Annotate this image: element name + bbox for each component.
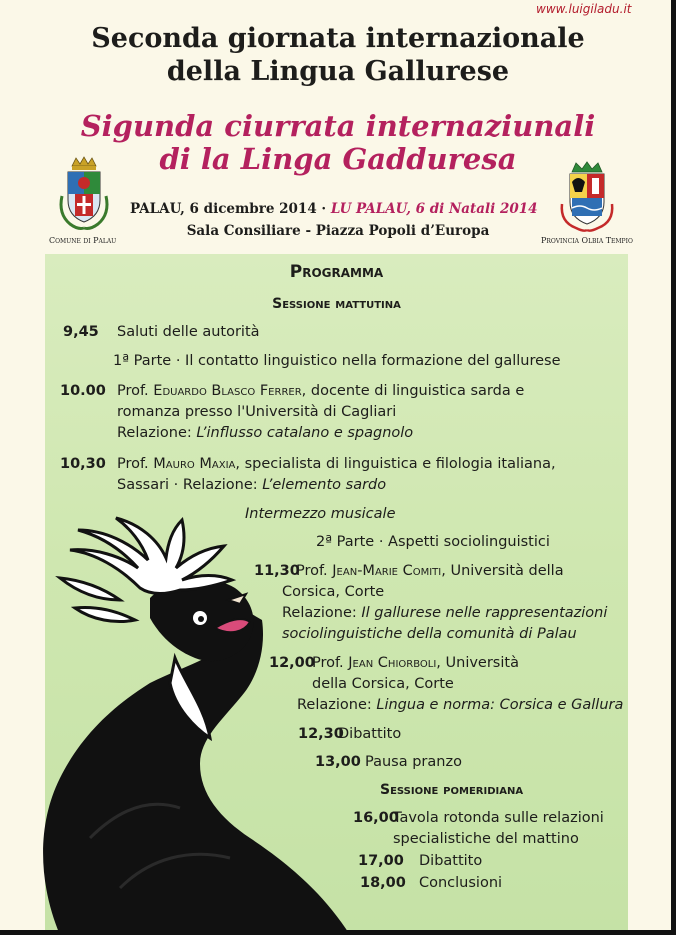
blasco-line1 <box>117 381 524 402</box>
interlude: Intermezzo musicale <box>245 506 396 522</box>
blasco-relation <box>117 423 413 444</box>
blasco-desc: , docente di linguistica sarda e <box>301 383 525 399</box>
date-italian: PALAU, 6 dicembre 2014 · <box>130 201 327 217</box>
blasco-name: Eduardo Blasco Ferrer <box>153 383 302 399</box>
chiorboli-name: Jean Chiorboli <box>348 655 437 671</box>
blasco-rel-title: L’influsso catalano e spagnolo <box>196 425 414 441</box>
maxia-desc: , specialista di linguistica e filologia italiana, <box>235 456 556 472</box>
debate2-time: 17,00 <box>358 853 404 869</box>
program-heading: Programma <box>289 262 384 282</box>
debate1-time: 12,30 <box>298 726 344 742</box>
comiti-rel-title2: sociolinguistiche della comunità di Palau <box>282 626 577 642</box>
lunch-text: Pausa pranzo <box>365 754 462 770</box>
table-text2: specialistiche del mattino <box>393 831 579 847</box>
chiorboli-desc: , Università <box>436 655 519 671</box>
chiorboli-prefix: Prof. <box>312 655 344 671</box>
maxia-line2 <box>117 475 386 496</box>
maxia-time: 10,30 <box>60 456 106 472</box>
comiti-desc: , Università della <box>441 563 564 579</box>
blasco-time: 10.00 <box>60 383 106 399</box>
greet-text: Saluti delle autorità <box>117 324 260 340</box>
table-text1: Tavola rotonda sulle relazioni <box>393 810 604 826</box>
maxia-name: Mauro Maxia <box>153 456 236 472</box>
blasco-prefix: Prof. <box>117 383 149 399</box>
debate2-text: Dibattito <box>419 853 483 869</box>
chiorboli-line2: della Corsica, Corte <box>312 676 454 692</box>
site-url[interactable]: www.luigiladu.it <box>536 2 632 16</box>
blasco-line2: romanza presso l'Università di Cagliari <box>117 404 397 420</box>
maxia-prefix: Prof. <box>117 456 149 472</box>
main-title-line1: Seconda giornata internazionale <box>91 23 585 54</box>
chiorboli-time: 12,00 <box>269 655 315 671</box>
maxia-line1 <box>117 454 556 475</box>
event-venue: Sala Consiliare - Piazza Popoli d’Europa <box>186 223 490 239</box>
comiti-rel-label: Relazione: <box>282 605 357 621</box>
afternoon-session-heading: Sessione pomeridiana <box>380 782 524 798</box>
maxia-line2-prefix: Sassari · Relazione: <box>117 477 258 493</box>
part2-title: 2ª Parte · Aspetti sociolinguistici <box>316 534 550 550</box>
conclusions-text: Conclusioni <box>419 875 503 891</box>
frame-right-edge <box>671 0 676 935</box>
lunch-time: 13,00 <box>315 754 361 770</box>
maxia-rel-title: L’elemento sardo <box>262 477 387 493</box>
greet-time: 9,45 <box>63 324 99 340</box>
frame-bottom-edge <box>0 930 676 935</box>
conclusions-time: 18,00 <box>360 875 406 891</box>
table-time: 16,00 <box>353 810 399 826</box>
comiti-name: Jean-Marie Comiti <box>332 563 442 579</box>
comiti-time: 11,30 <box>254 563 300 579</box>
gallurese-title-line2: di la Linga Gadduresa <box>159 142 517 176</box>
chiorboli-rel-title: Lingua e norma: Corsica e Gallura <box>376 697 624 713</box>
morning-session-heading: Sessione mattutina <box>272 296 401 312</box>
comiti-line2: Corsica, Corte <box>282 584 385 600</box>
comiti-rel-title1: Il gallurese nelle rappresentazioni <box>361 605 608 621</box>
palau-crest-label: Comune di Palau <box>49 236 117 245</box>
date-gallurese: LU PALAU, 6 di Natali 2014 <box>330 201 538 217</box>
chiorboli-rel-label: Relazione: <box>297 697 372 713</box>
comiti-prefix: Prof. <box>296 563 328 579</box>
olbia-tempio-crest-label: Provincia Olbia Tempio <box>541 236 633 245</box>
main-title <box>0 22 676 88</box>
blasco-rel-label: Relazione: <box>117 425 192 441</box>
part1-title: 1ª Parte · Il contatto linguistico nella formazione del gallurese <box>113 353 561 369</box>
debate1-text: Dibattito <box>338 726 402 742</box>
event-date <box>130 201 538 217</box>
main-title-line2: della Lingua Gallurese <box>166 56 510 87</box>
gallurese-title-line1: Sigunda ciurrata internaziunali <box>80 109 596 143</box>
palau-crest-icon <box>56 156 112 232</box>
rooster-illustration <box>0 508 380 935</box>
